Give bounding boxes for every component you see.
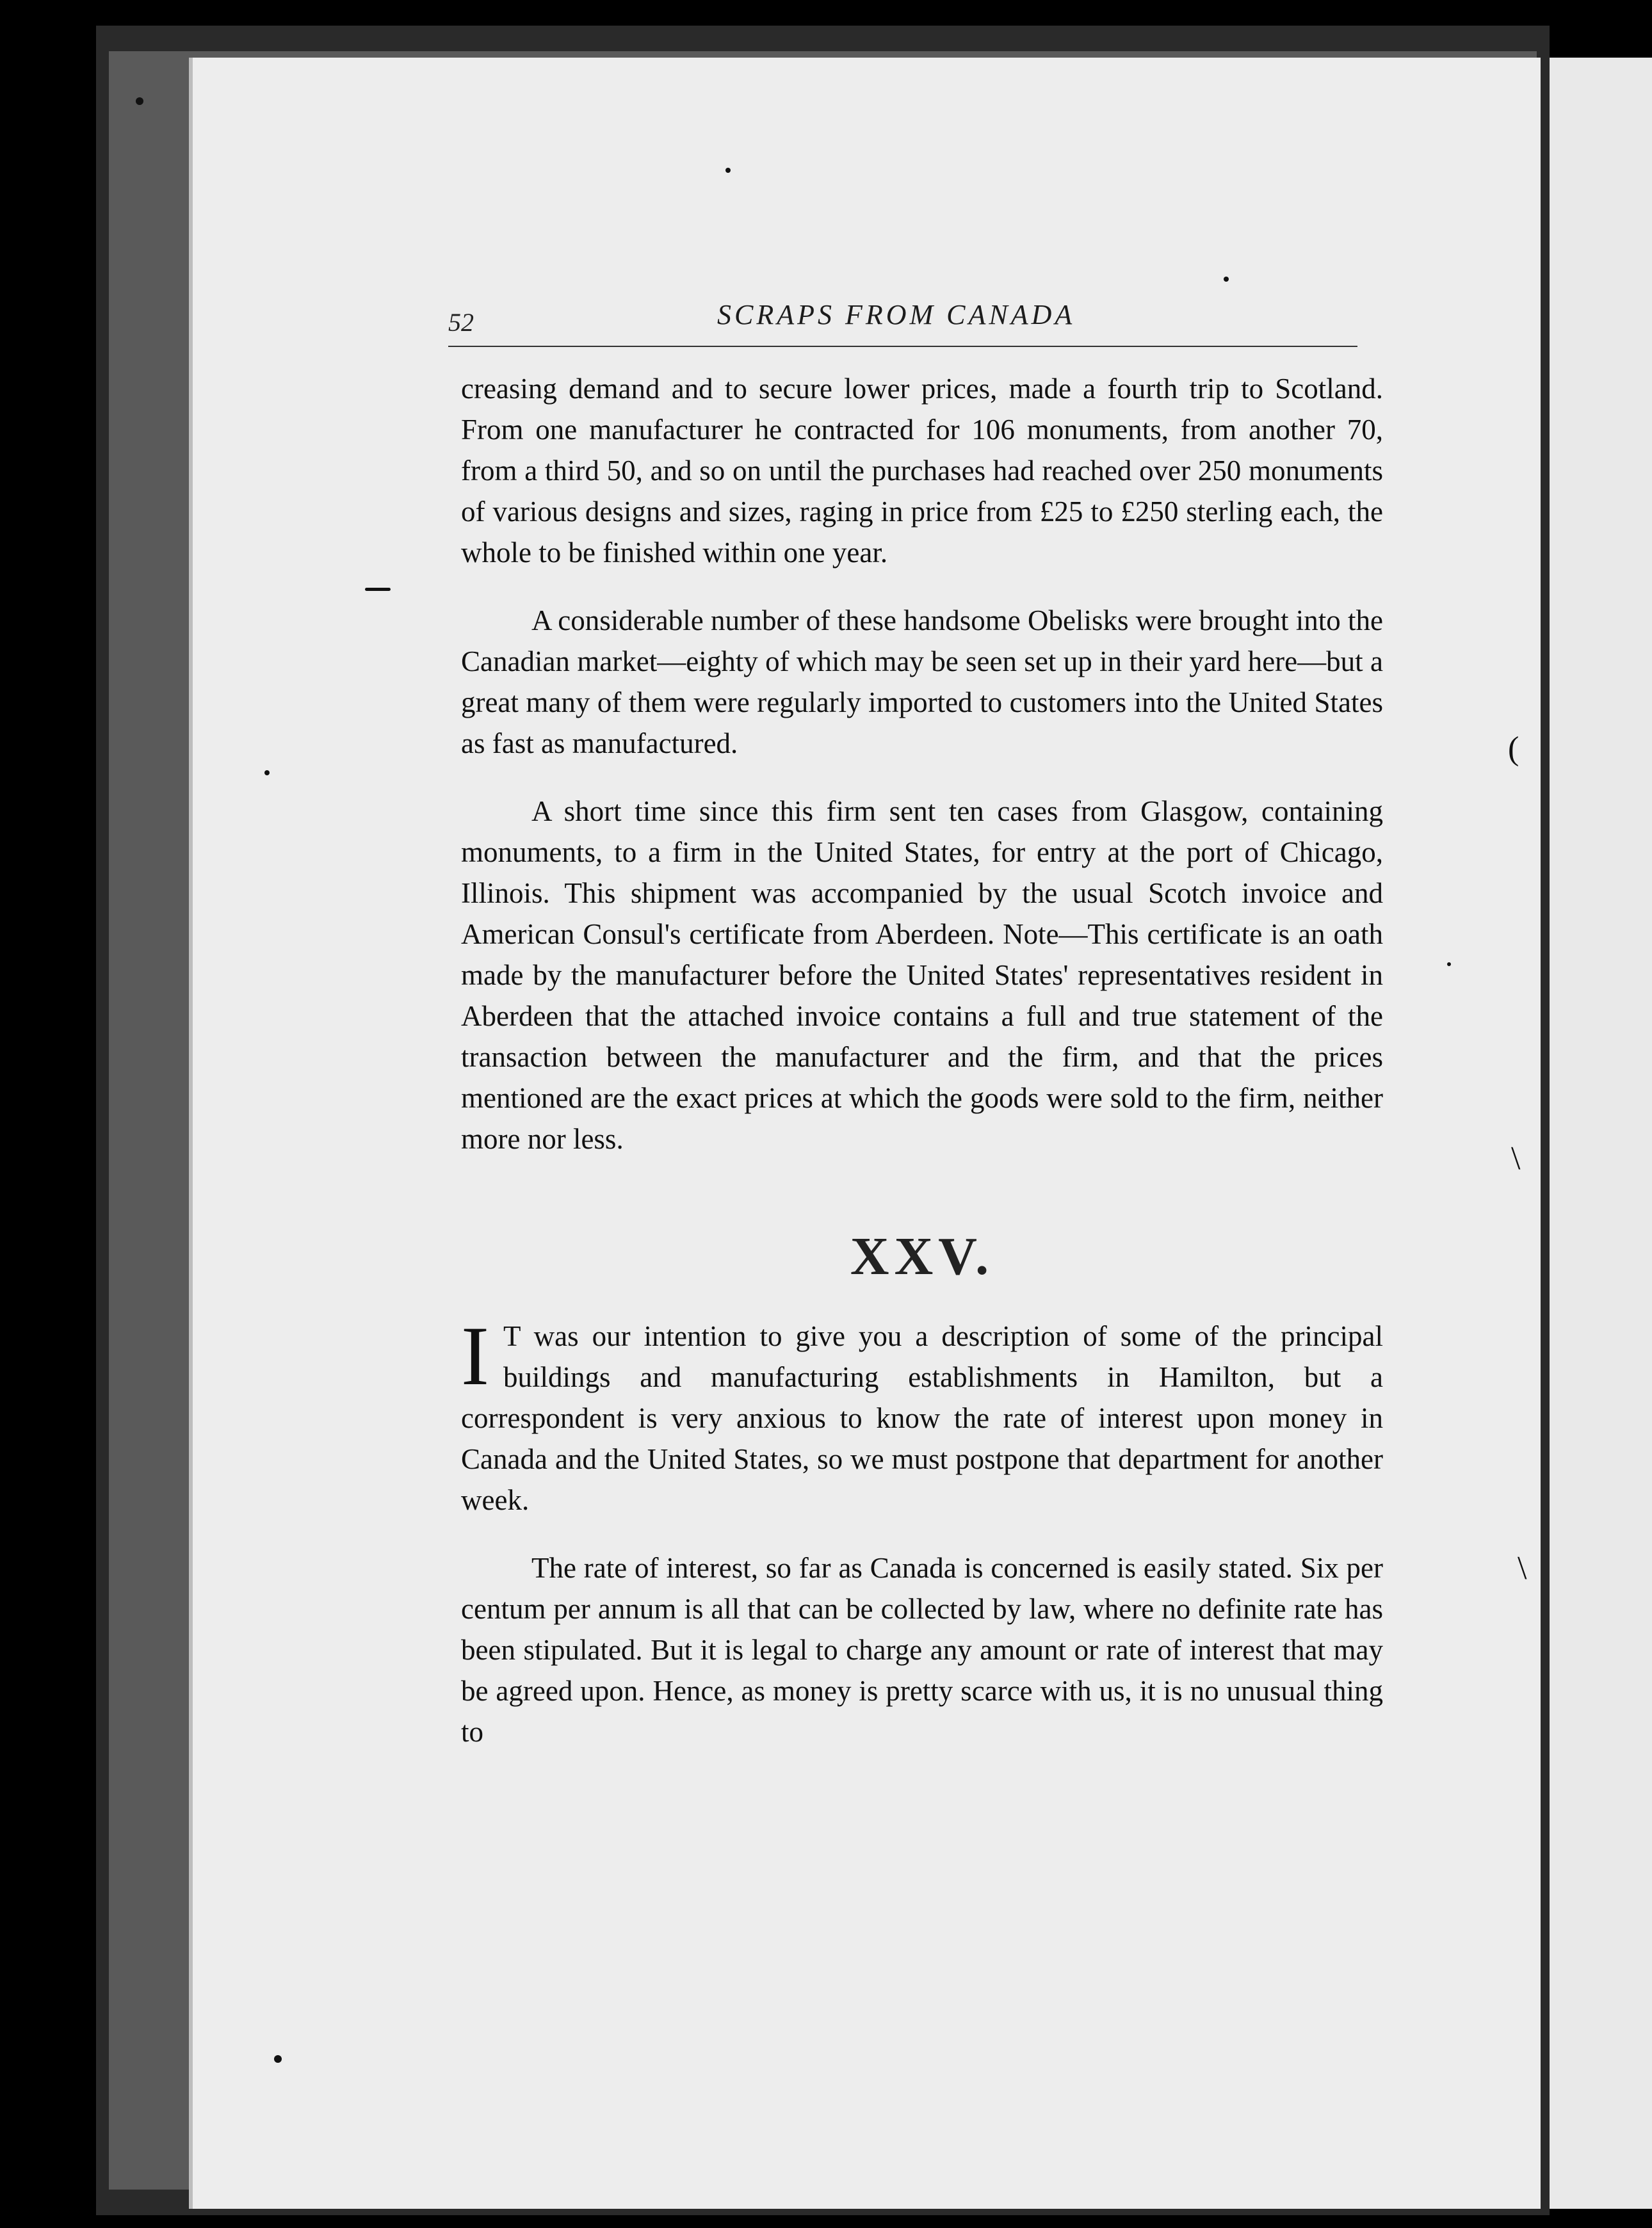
chapter-opening-paragraph — [461, 1309, 1383, 1521]
page-header — [448, 295, 1357, 339]
paragraph: A short time since this firm sent ten cases from Glasgow, containing monuments, to a firm in the United States, for entry at the port of Chicago, Illinois. This shipment was accompanied by the usual Scotch invoice and American Consul's certificate from Aberdeen. Note—This certificate is an oath made by the manufacturer before the United States' representatives resident in Aberdeen that the attached invoice contains a full and true statement of the transaction between the manufacturer and the firm, and that the prices mentioned are the exact prices at which the goods were sold to the firm, neither more nor less. — [461, 795, 1383, 1155]
margin-mark: ( — [1508, 731, 1519, 767]
scan-speck — [1224, 277, 1229, 282]
paragraph: A considerable number of these handsome Obelisks were brought into the Canadian market—eighty of which may be seen set up in their yard here—but a great many of them were regularly imported to customers into the United States as fast as manufactured. — [461, 604, 1383, 759]
page-content — [461, 368, 1383, 1779]
paragraph: The rate of interest, so far as Canada is concerned is easily stated. Six per centum per annum is all that can be collected by law, where no definite rate has been stipulated. But it is legal to charge any amount or rate of interest that may be agreed upon. Hence, as money is pretty scarce with us, it is no unusual thing to — [461, 1552, 1383, 1748]
chapter-opening-text: T was our intention to give you a description of some of the principal buildings and manufacturing establishments in Hamilton, but a correspondent is very anxious to know the rate of interest upon money in Canada and the United States, so we must postpone that department for another week. — [461, 1320, 1383, 1516]
scan-speck — [725, 168, 731, 173]
scan-speck — [274, 2055, 282, 2063]
scan-speck — [1447, 962, 1451, 966]
page-number: 52 — [448, 308, 474, 337]
chapter-heading: XXV. — [850, 1227, 994, 1286]
paragraph: creasing demand and to secure lower prices, made a fourth trip to Scotland. From one manufacturer he contracted for 106 monuments, from another 70, from a third 50, and so on until the purchases had reached over 250 monuments of various designs and sizes, raging in price from £25 to £250 sterling each, the whole to be finished within one year. — [461, 373, 1383, 569]
running-title: SCRAPS FROM CANADA — [717, 299, 1076, 330]
scan-speck — [264, 770, 270, 775]
header-rule — [448, 346, 1357, 347]
scan-speck — [136, 97, 143, 105]
margin-mark: \ — [1511, 1140, 1521, 1177]
drop-cap: I — [461, 1309, 489, 1403]
scan-speck — [365, 588, 391, 591]
margin-mark: \ — [1518, 1550, 1527, 1586]
facing-page-edge — [1550, 58, 1652, 2209]
